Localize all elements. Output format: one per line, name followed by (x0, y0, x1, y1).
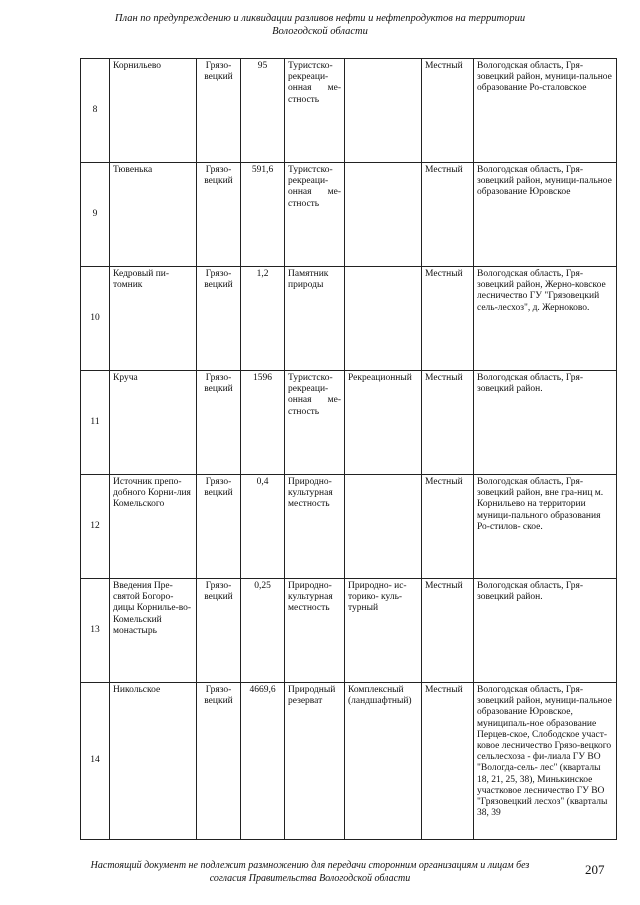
footer-line-2: согласия Правительства Вологодской области (209, 872, 411, 884)
document-header (90, 12, 550, 38)
protected-areas-table (80, 58, 617, 840)
location-cell: Вологодская область, Гря-зовецкий район. (474, 579, 617, 683)
area-cell: 95 (241, 59, 285, 163)
location-cell: Вологодская область, Гря-зовецкий район, муници-пальное образование Ро-сталовское (474, 59, 617, 163)
object-name: Никольское (110, 683, 197, 840)
district-cell: Грязо-вецкий (197, 267, 241, 371)
row-number: 8 (81, 59, 110, 163)
location-cell: Вологодская область, Гря-зовецкий район. (474, 371, 617, 475)
row-number: 11 (81, 371, 110, 475)
table-row (81, 683, 617, 840)
area-cell: 591,6 (241, 163, 285, 267)
district-cell: Грязо-вецкий (197, 475, 241, 579)
area-cell: 1,2 (241, 267, 285, 371)
document-footer (60, 860, 560, 885)
table-row (81, 371, 617, 475)
object-name: Введения Пре-святой Богоро-дицы Корнилье-во- Комельский монастырь (110, 579, 197, 683)
row-number: 12 (81, 475, 110, 579)
header-line-1: План по предупреждению и ликвидации разливов нефти и нефтепродуктов на территории (114, 13, 526, 24)
profile-cell: Комплексный (ландшафтный) (345, 683, 422, 840)
category-cell: Туристско-рекреаци-онная ме-стность (285, 371, 345, 475)
table-row (81, 59, 617, 163)
area-cell: 1596 (241, 371, 285, 475)
row-number: 13 (81, 579, 110, 683)
profile-cell (345, 267, 422, 371)
significance-cell: Местный (422, 683, 474, 840)
table-row (81, 267, 617, 371)
significance-cell: Местный (422, 59, 474, 163)
area-cell: 0,4 (241, 475, 285, 579)
location-cell: Вологодская область, Гря-зовецкий район, вне гра-ниц м. Корнильево на территории муници-пального образования Ро-стилов- ское. (474, 475, 617, 579)
object-name: Корнильево (110, 59, 197, 163)
significance-cell: Местный (422, 475, 474, 579)
profile-cell: Рекреационный (345, 371, 422, 475)
category-cell: Природно-культурная местность (285, 579, 345, 683)
row-number: 10 (81, 267, 110, 371)
header-line-2: Вологодской области (272, 26, 368, 37)
table-row (81, 579, 617, 683)
district-cell: Грязо-вецкий (197, 371, 241, 475)
area-cell: 4669,6 (241, 683, 285, 840)
significance-cell: Местный (422, 371, 474, 475)
table-row (81, 163, 617, 267)
page-number: 207 (585, 862, 605, 877)
district-cell: Грязо-вецкий (197, 579, 241, 683)
row-number: 14 (81, 683, 110, 840)
significance-cell: Местный (422, 579, 474, 683)
location-cell: Вологодская область, Гря-зовецкий район, муници-пальное образование Юровское (474, 163, 617, 267)
significance-cell: Местный (422, 267, 474, 371)
row-number: 9 (81, 163, 110, 267)
object-name: Кедровый пи-томник (110, 267, 197, 371)
category-cell: Туристско-рекреаци-онная ме-стность (285, 59, 345, 163)
profile-cell (345, 59, 422, 163)
district-cell: Грязо-вецкий (197, 163, 241, 267)
profile-cell (345, 163, 422, 267)
category-cell: Природный резерват (285, 683, 345, 840)
area-cell: 0,25 (241, 579, 285, 683)
district-cell: Грязо-вецкий (197, 59, 241, 163)
object-name: Источник препо-добного Корни-лия Комельского (110, 475, 197, 579)
object-name: Тювенька (110, 163, 197, 267)
profile-cell (345, 475, 422, 579)
object-name: Круча (110, 371, 197, 475)
table-row (81, 475, 617, 579)
district-cell: Грязо-вецкий (197, 683, 241, 840)
location-cell: Вологодская область, Гря-зовецкий район, муници-пальное образование Юровское, муниципаль-ное образование Перцев-ское, Слободское участ-ковое лесничество Грязо-вецкого сельлесхоза - фи-лиала ГУ ВО "Вологда-сель- лес" (кварталы 18, 21, 25, 38), Минькинское участковое лесничество ГУ ВО "Грязовецкий лесхоз" (кварталы 38, 39 (474, 683, 617, 840)
footer-line-1: Настоящий документ не подлежит размножению для передачи сторонним организациям и лицам без (90, 860, 530, 871)
significance-cell: Местный (422, 163, 474, 267)
category-cell: Памятник природы (285, 267, 345, 371)
profile-cell: Природно- ис-торико- куль-турный (345, 579, 422, 683)
category-cell: Природно-культурная местность (285, 475, 345, 579)
location-cell: Вологодская область, Гря-зовецкий район, Жерно-ковское лесничество ГУ "Грязовецкий сель-лесхоз", д. Жерноково. (474, 267, 617, 371)
category-cell: Туристско-рекреаци-онная ме-стность (285, 163, 345, 267)
